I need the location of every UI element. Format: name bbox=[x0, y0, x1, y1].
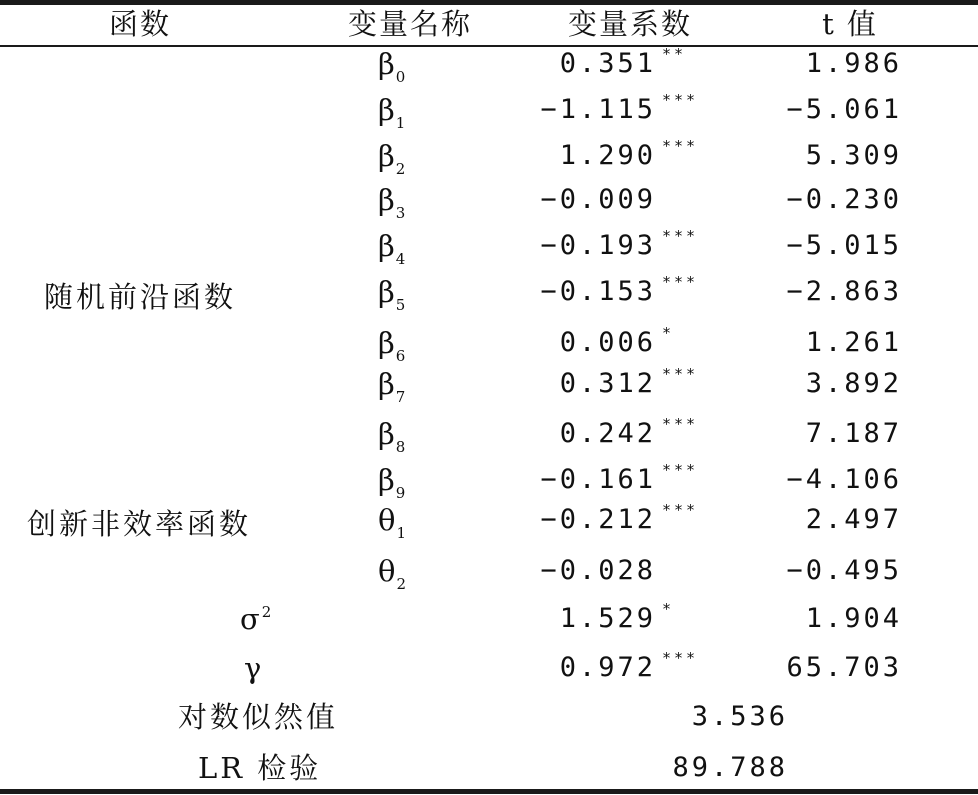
header-variable-name: 变量名称 bbox=[347, 7, 472, 41]
coefficient-value: 1.290 bbox=[559, 140, 656, 171]
t-value: 7.187 bbox=[805, 418, 902, 449]
variable-symbol: $\beta_8$ bbox=[378, 417, 406, 456]
table-row bbox=[0, 90, 978, 130]
t-value: 1.261 bbox=[805, 327, 902, 358]
variable-symbol: $\beta_9$ bbox=[378, 463, 406, 502]
coefficient-value: −0.212 bbox=[540, 504, 656, 535]
coefficient-value: −0.193 bbox=[540, 230, 656, 261]
coefficient-value: 0.312 bbox=[559, 368, 656, 399]
table-row bbox=[0, 364, 978, 404]
coefficient-value: −1.115 bbox=[540, 94, 656, 125]
coefficient-value: 0.972 bbox=[559, 652, 656, 683]
variable-symbol: $\beta_0$ bbox=[378, 47, 406, 86]
t-value: 5.309 bbox=[805, 140, 902, 171]
variable-symbol: $\beta_2$ bbox=[378, 139, 406, 178]
table-row bbox=[0, 500, 978, 540]
t-value: −5.015 bbox=[786, 230, 902, 261]
table-row bbox=[0, 226, 978, 266]
significance-stars: *** bbox=[662, 501, 699, 519]
t-value: 3.892 bbox=[805, 368, 902, 399]
table-row bbox=[0, 44, 978, 84]
variable-symbol: $\beta_6$ bbox=[378, 326, 406, 365]
variable-symbol: $\beta_1$ bbox=[378, 93, 406, 132]
coefficient-value: 0.351 bbox=[559, 48, 656, 79]
t-value: −0.495 bbox=[786, 555, 902, 586]
significance-stars: *** bbox=[662, 415, 699, 433]
coefficient-value: 1.529 bbox=[559, 603, 656, 634]
t-value: −5.061 bbox=[786, 94, 902, 125]
log-likelihood-value: 3.536 bbox=[691, 701, 788, 732]
significance-stars bbox=[662, 551, 722, 591]
variable-symbol: σ $^2$ bbox=[240, 602, 272, 636]
variable-symbol: $\beta_4$ bbox=[378, 229, 406, 268]
significance-stars: ** bbox=[662, 45, 687, 63]
table-row-gamma bbox=[0, 648, 978, 688]
coefficient-value: −0.161 bbox=[540, 464, 656, 495]
t-value: −2.863 bbox=[786, 276, 902, 307]
log-likelihood-label: 对数似然值 bbox=[178, 700, 339, 734]
table-row-sigma-squared bbox=[0, 599, 978, 639]
t-value: 1.904 bbox=[805, 603, 902, 634]
table-row bbox=[0, 272, 978, 312]
variable-symbol: $\theta_2$ bbox=[378, 554, 407, 593]
significance-stars: *** bbox=[662, 649, 699, 667]
significance-stars: *** bbox=[662, 91, 699, 109]
significance-stars: *** bbox=[662, 461, 699, 479]
variable-symbol: $\beta_7$ bbox=[378, 367, 406, 406]
variable-symbol: $\theta_1$ bbox=[378, 503, 407, 542]
significance-stars: * bbox=[662, 600, 675, 618]
lr-test-label: LR 检验 bbox=[198, 751, 322, 785]
table-row bbox=[0, 136, 978, 176]
significance-stars bbox=[662, 180, 722, 220]
significance-stars: *** bbox=[662, 273, 699, 291]
t-value: 1.986 bbox=[805, 48, 902, 79]
significance-stars: *** bbox=[662, 227, 699, 245]
group-label-stochastic-frontier: 随机前沿函数 bbox=[44, 280, 237, 314]
coefficient-value: −0.028 bbox=[540, 555, 656, 586]
t-value: −0.230 bbox=[786, 184, 902, 215]
t-value: −4.106 bbox=[786, 464, 902, 495]
t-value: 65.703 bbox=[786, 652, 902, 683]
header-t-value: t 值 bbox=[822, 7, 878, 41]
variable-symbol: γ bbox=[244, 651, 262, 685]
table-row bbox=[0, 323, 978, 363]
variable-symbol: $\beta_3$ bbox=[378, 183, 406, 222]
coefficient-value: −0.153 bbox=[540, 276, 656, 307]
header-function: 函数 bbox=[108, 7, 171, 41]
variable-symbol: $\beta_5$ bbox=[378, 275, 406, 314]
table-row bbox=[0, 414, 978, 454]
t-value: 2.497 bbox=[805, 504, 902, 535]
group-label-inefficiency: 创新非效率函数 bbox=[27, 507, 252, 541]
table-row bbox=[0, 551, 978, 591]
significance-stars: * bbox=[662, 324, 675, 342]
coefficient-value: 0.242 bbox=[559, 418, 656, 449]
significance-stars: *** bbox=[662, 365, 699, 383]
coefficient-value: −0.009 bbox=[540, 184, 656, 215]
header-coefficient: 变量系数 bbox=[567, 7, 692, 41]
significance-stars: *** bbox=[662, 137, 699, 155]
table-bottom-rule bbox=[0, 789, 978, 794]
coefficient-value: 0.006 bbox=[559, 327, 656, 358]
table-row bbox=[0, 180, 978, 220]
table-row bbox=[0, 460, 978, 500]
lr-test-value: 89.788 bbox=[672, 752, 788, 783]
